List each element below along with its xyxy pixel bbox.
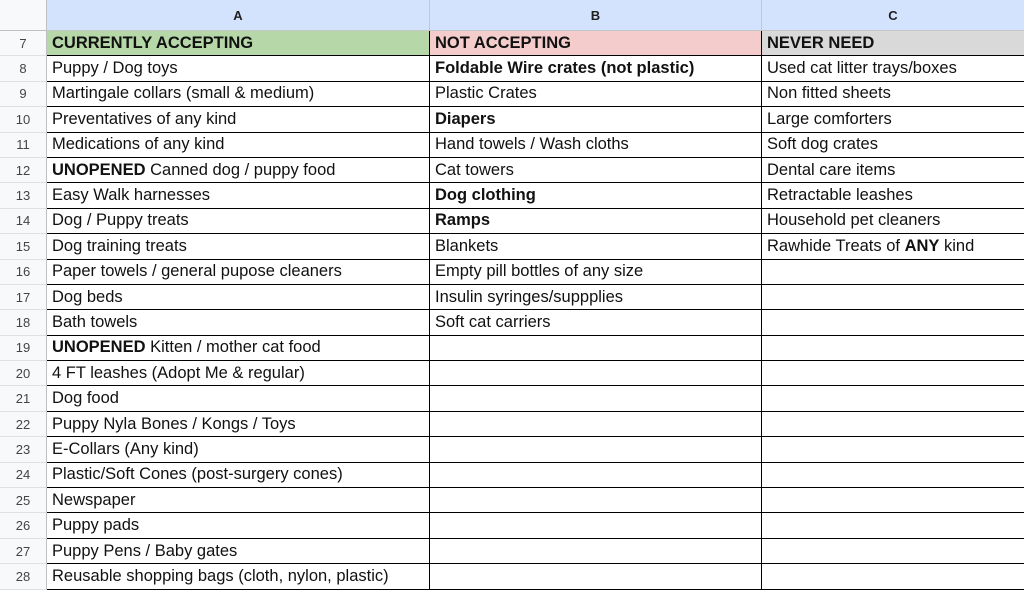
table-row xyxy=(0,209,1024,234)
cell-currently-accepting[interactable]: Martingale collars (small & medium) xyxy=(47,82,430,107)
row-number[interactable]: 21 xyxy=(0,386,47,411)
table-row xyxy=(0,513,1024,538)
table-row xyxy=(0,564,1024,589)
select-all-corner[interactable] xyxy=(0,0,47,31)
cell-currently-accepting[interactable]: Medications of any kind xyxy=(47,133,430,158)
table-row xyxy=(0,158,1024,183)
row-number[interactable]: 25 xyxy=(0,488,47,513)
cell-never-need[interactable] xyxy=(762,386,1024,411)
row-number[interactable]: 8 xyxy=(0,56,47,81)
cell-not-accepting[interactable]: Insulin syringes/suppplies xyxy=(430,285,762,310)
cell-currently-accepting[interactable] xyxy=(47,336,430,361)
cell-currently-accepting[interactable]: Newspaper xyxy=(47,488,430,513)
cell-never-need[interactable]: Household pet cleaners xyxy=(762,209,1024,234)
cell-never-need[interactable] xyxy=(762,513,1024,538)
bold-emphasis: UNOPENED xyxy=(52,338,146,357)
cell-text: Canned dog / puppy food xyxy=(145,160,336,179)
cell-never-need[interactable]: Dental care items xyxy=(762,158,1024,183)
cell-currently-accepting[interactable]: Easy Walk harnesses xyxy=(47,183,430,208)
column-header-a[interactable]: A xyxy=(47,0,430,31)
cell-never-need[interactable] xyxy=(762,539,1024,564)
cell-not-accepting[interactable]: Cat towers xyxy=(430,158,762,183)
cell-currently-accepting[interactable]: Paper towels / general pupose cleaners xyxy=(47,260,430,285)
row-number[interactable]: 12 xyxy=(0,158,47,183)
cell-never-need[interactable] xyxy=(762,437,1024,462)
cell-text: Rawhide Treats of xyxy=(767,236,905,255)
cell-currently-accepting[interactable]: Puppy pads xyxy=(47,513,430,538)
cell-not-accepting[interactable] xyxy=(430,564,762,589)
row-number[interactable]: 18 xyxy=(0,310,47,335)
cell-not-accepting[interactable] xyxy=(430,336,762,361)
column-header-c[interactable]: C xyxy=(762,0,1024,31)
bold-emphasis: UNOPENED xyxy=(52,160,146,179)
table-row xyxy=(0,234,1024,259)
cell-not-accepting[interactable] xyxy=(430,463,762,488)
row-number[interactable]: 22 xyxy=(0,412,47,437)
cell-currently-accepting[interactable]: Dog beds xyxy=(47,285,430,310)
bold-emphasis: ANY xyxy=(904,236,940,255)
cell-currently-accepting[interactable]: Puppy / Dog toys xyxy=(47,56,430,81)
cell-never-need[interactable] xyxy=(762,488,1024,513)
table-row xyxy=(0,412,1024,437)
cell-not-accepting[interactable] xyxy=(430,539,762,564)
cell-never-need[interactable] xyxy=(762,412,1024,437)
cell-currently-accepting[interactable]: Plastic/Soft Cones (post-surgery cones) xyxy=(47,463,430,488)
cell-currently-accepting[interactable]: Puppy Nyla Bones / Kongs / Toys xyxy=(47,412,430,437)
row-number[interactable]: 9 xyxy=(0,82,47,107)
cell-not-accepting[interactable]: Plastic Crates xyxy=(430,82,762,107)
cell-currently-accepting[interactable]: Bath towels xyxy=(47,310,430,335)
row-number[interactable]: 15 xyxy=(0,234,47,259)
cell-currently-accepting[interactable]: Dog food xyxy=(47,386,430,411)
row-number[interactable]: 20 xyxy=(0,361,47,386)
row-number[interactable]: 17 xyxy=(0,285,47,310)
cell-never-need[interactable] xyxy=(762,564,1024,589)
cell-not-accepting[interactable] xyxy=(430,412,762,437)
table-row xyxy=(0,488,1024,513)
cell-never-need[interactable] xyxy=(762,234,1024,259)
cell-not-accepting[interactable] xyxy=(430,361,762,386)
cell-never-need[interactable] xyxy=(762,463,1024,488)
cell-never-need[interactable] xyxy=(762,285,1024,310)
table-row xyxy=(0,107,1024,132)
cell-currently-accepting[interactable]: Puppy Pens / Baby gates xyxy=(47,539,430,564)
cell-never-need[interactable]: Retractable leashes xyxy=(762,183,1024,208)
row-number[interactable]: 11 xyxy=(0,133,47,158)
cell-header-not-accepting[interactable]: NOT ACCEPTING xyxy=(430,31,762,56)
table-row xyxy=(0,437,1024,462)
cell-never-need[interactable] xyxy=(762,260,1024,285)
row-number[interactable]: 10 xyxy=(0,107,47,132)
cell-not-accepting[interactable]: Foldable Wire crates (not plastic) xyxy=(430,56,762,81)
cell-not-accepting[interactable]: Diapers xyxy=(430,107,762,132)
cell-never-need[interactable] xyxy=(762,361,1024,386)
cell-never-need[interactable]: Soft dog crates xyxy=(762,133,1024,158)
table-row xyxy=(0,260,1024,285)
row-number[interactable]: 24 xyxy=(0,463,47,488)
row-number[interactable]: 14 xyxy=(0,209,47,234)
cell-text: Kitten / mother cat food xyxy=(145,338,321,357)
table-row xyxy=(0,56,1024,81)
cell-never-need[interactable]: Large comforters xyxy=(762,107,1024,132)
cell-currently-accepting[interactable]: E-Collars (Any kind) xyxy=(47,437,430,462)
cell-never-need[interactable] xyxy=(762,310,1024,335)
cell-header-currently-accepting[interactable]: CURRENTLY ACCEPTING xyxy=(47,31,430,56)
row-number[interactable]: 19 xyxy=(0,336,47,361)
column-header-row xyxy=(0,0,1024,31)
cell-currently-accepting[interactable]: 4 FT leashes (Adopt Me & regular) xyxy=(47,361,430,386)
cell-currently-accepting[interactable]: Preventatives of any kind xyxy=(47,107,430,132)
table-row xyxy=(0,463,1024,488)
table-row xyxy=(0,361,1024,386)
cell-not-accepting[interactable]: Hand towels / Wash cloths xyxy=(430,133,762,158)
cell-text: kind xyxy=(939,236,975,255)
table-row xyxy=(0,539,1024,564)
data-rows xyxy=(0,56,1024,589)
table-row xyxy=(0,386,1024,411)
cell-not-accepting[interactable] xyxy=(430,437,762,462)
cell-not-accepting[interactable]: Ramps xyxy=(430,209,762,234)
row-number[interactable]: 26 xyxy=(0,513,47,538)
table-row xyxy=(0,285,1024,310)
table-row xyxy=(0,310,1024,335)
cell-not-accepting[interactable]: Soft cat carriers xyxy=(430,310,762,335)
row-number[interactable]: 28 xyxy=(0,564,47,589)
cell-currently-accepting[interactable]: Dog training treats xyxy=(47,234,430,259)
cell-currently-accepting[interactable]: Reusable shopping bags (cloth, nylon, plastic) xyxy=(47,564,430,589)
row-number[interactable]: 16 xyxy=(0,260,47,285)
table-row xyxy=(0,82,1024,107)
table-row xyxy=(0,336,1024,361)
cell-never-need[interactable]: Non fitted sheets xyxy=(762,82,1024,107)
cell-not-accepting[interactable]: Empty pill bottles of any size xyxy=(430,260,762,285)
cell-never-need[interactable] xyxy=(762,336,1024,361)
table-row xyxy=(0,133,1024,158)
row-number[interactable]: 23 xyxy=(0,437,47,462)
column-header-b[interactable]: B xyxy=(430,0,762,31)
cell-not-accepting[interactable] xyxy=(430,513,762,538)
cell-never-need[interactable]: Used cat litter trays/boxes xyxy=(762,56,1024,81)
cell-not-accepting[interactable]: Dog clothing xyxy=(430,183,762,208)
cell-not-accepting[interactable]: Blankets xyxy=(430,234,762,259)
row-number[interactable]: 7 xyxy=(0,31,47,56)
table-row-header xyxy=(0,31,1024,56)
table-row xyxy=(0,183,1024,208)
row-number[interactable]: 27 xyxy=(0,539,47,564)
cell-header-never-need[interactable]: NEVER NEED xyxy=(762,31,1024,56)
cell-currently-accepting[interactable] xyxy=(47,158,430,183)
row-number[interactable]: 13 xyxy=(0,183,47,208)
cell-not-accepting[interactable] xyxy=(430,488,762,513)
cell-currently-accepting[interactable]: Dog / Puppy treats xyxy=(47,209,430,234)
cell-not-accepting[interactable] xyxy=(430,386,762,411)
